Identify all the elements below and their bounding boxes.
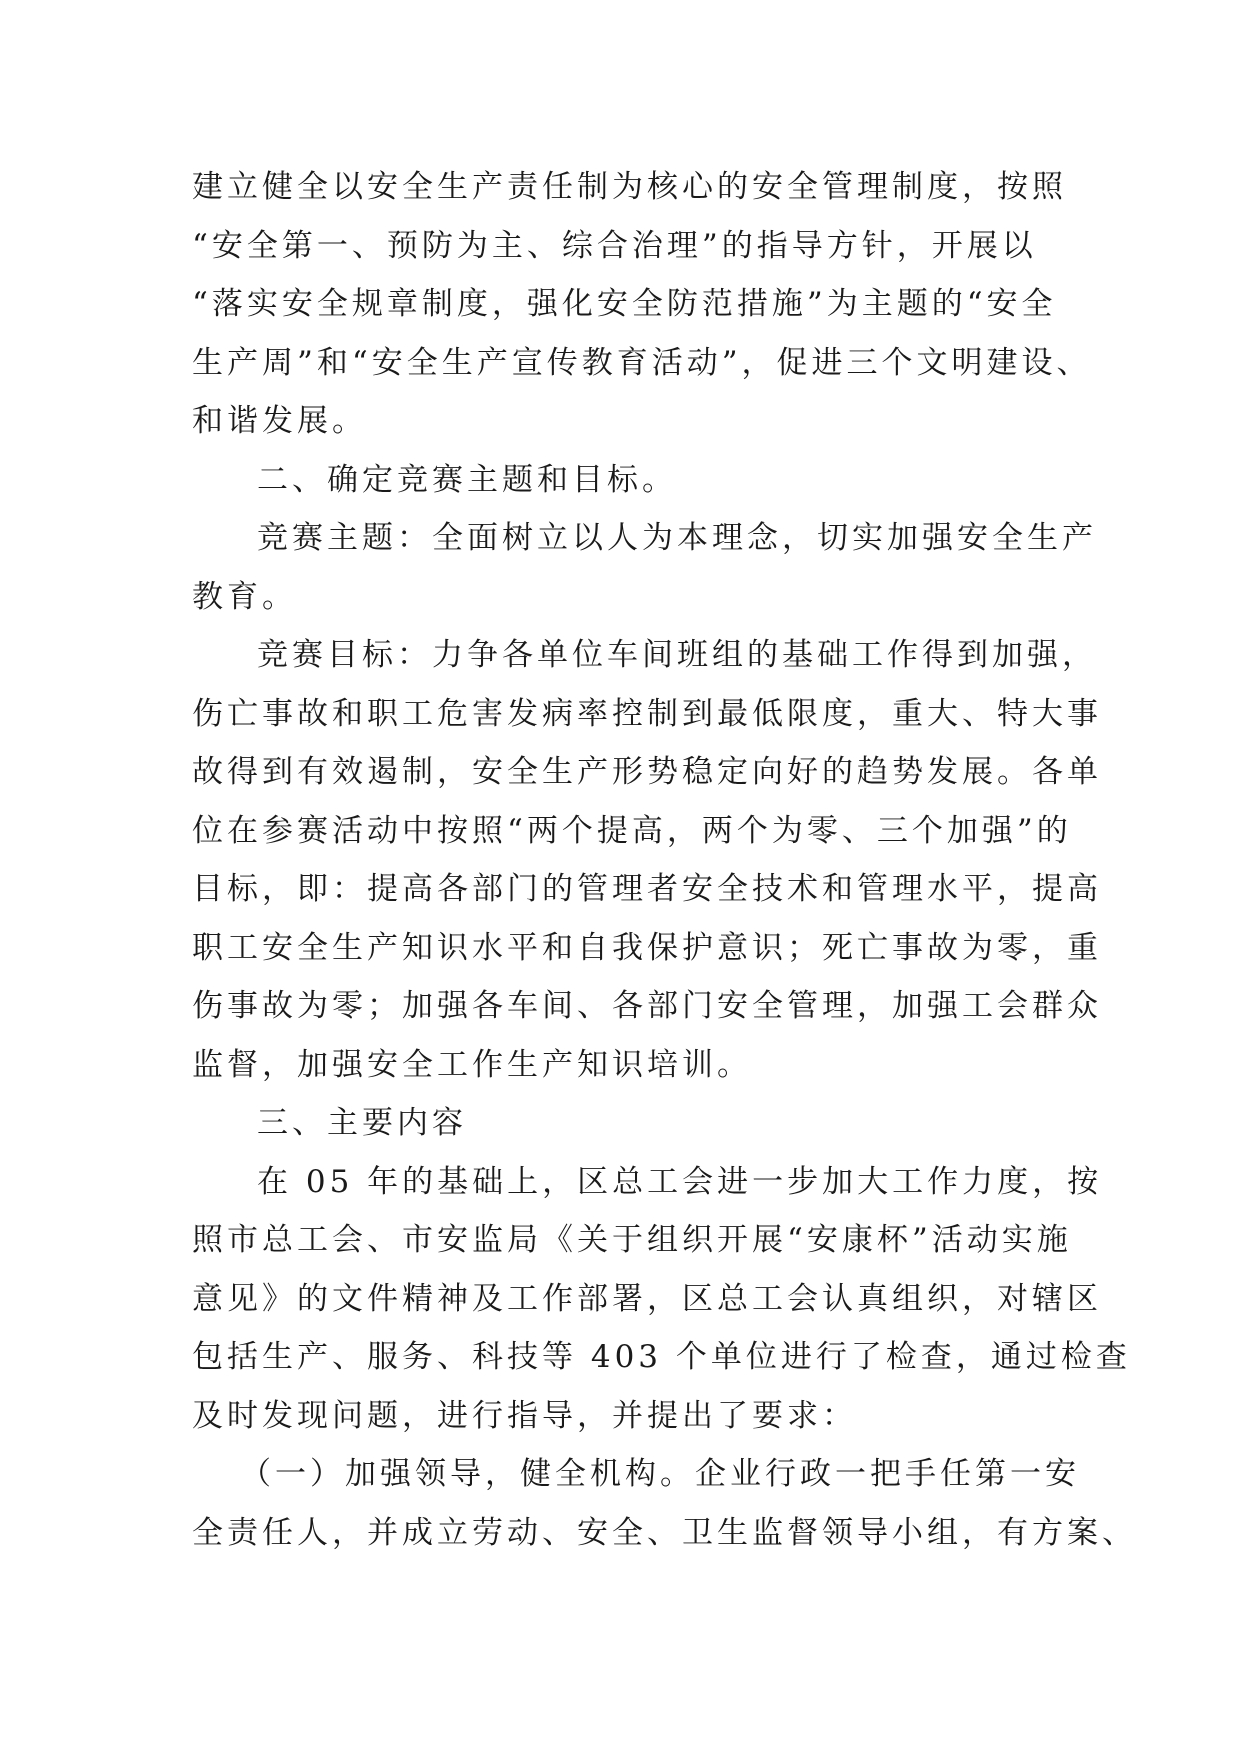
text-line: 和谐发展。 bbox=[192, 403, 367, 439]
text-line: 职工安全生产知识水平和自我保护意识；死亡事故为零，重 bbox=[192, 929, 1102, 966]
text-line: 位在参赛活动中按照“两个提高，两个为零、三个加强”的 bbox=[192, 812, 1072, 849]
text-line: 伤亡事故和职工危害发病率控制到最低限度，重大、特大事 bbox=[192, 695, 1102, 732]
text-line: 生产周”和“安全生产宣传教育活动”，促进三个文明建设、 bbox=[192, 344, 1092, 381]
section-heading: 三、主要内容 bbox=[257, 1105, 467, 1141]
text-line: 及时发现问题，进行指导，并提出了要求： bbox=[192, 1397, 857, 1434]
text-line: 目标，即：提高各部门的管理者安全技术和管理水平，提高 bbox=[192, 871, 1102, 907]
text-line: 监督，加强安全工作生产知识培训。 bbox=[192, 1046, 752, 1083]
paragraph-start: 竞赛主题：全面树立以人为本理念，切实加强安全生产 bbox=[257, 520, 1097, 556]
text-line: 全责任人，并成立劳动、安全、卫生监督领导小组，有方案、 bbox=[192, 1514, 1137, 1551]
text-line: “落实安全规章制度，强化安全防范措施”为主题的“安全 bbox=[192, 286, 1057, 322]
text-line: 故得到有效遏制，安全生产形势稳定向好的趋势发展。各单 bbox=[192, 754, 1102, 790]
paragraph-start: 在 05 年的基础上，区总工会进一步加大工作力度，按 bbox=[257, 1163, 1103, 1200]
text-line: 包括生产、服务、科技等 403 个单位进行了检查，通过检查 bbox=[192, 1339, 1131, 1375]
document-body bbox=[192, 158, 1137, 1562]
paragraph-start: 竞赛目标：力争各单位车间班组的基础工作得到加强， bbox=[257, 637, 1097, 673]
paragraph-start: （一）加强领导，健全机构。企业行政一把手任第一安 bbox=[240, 1456, 1080, 1492]
text-line: 照市总工会、市安监局《关于组织开展“安康杯”活动实施 bbox=[192, 1222, 1072, 1258]
text-line: 意见》的文件精神及工作部署，区总工会认真组织，对辖区 bbox=[192, 1280, 1102, 1317]
text-line: 建立健全以安全生产责任制为核心的安全管理制度，按照 bbox=[192, 169, 1067, 205]
text-line: 教育。 bbox=[192, 578, 297, 615]
text-line: 伤事故为零；加强各车间、各部门安全管理，加强工会群众 bbox=[192, 988, 1102, 1024]
section-heading: 二、确定竞赛主题和目标。 bbox=[257, 461, 677, 498]
text-line: “安全第一、预防为主、综合治理”的指导方针，开展以 bbox=[192, 227, 1037, 264]
